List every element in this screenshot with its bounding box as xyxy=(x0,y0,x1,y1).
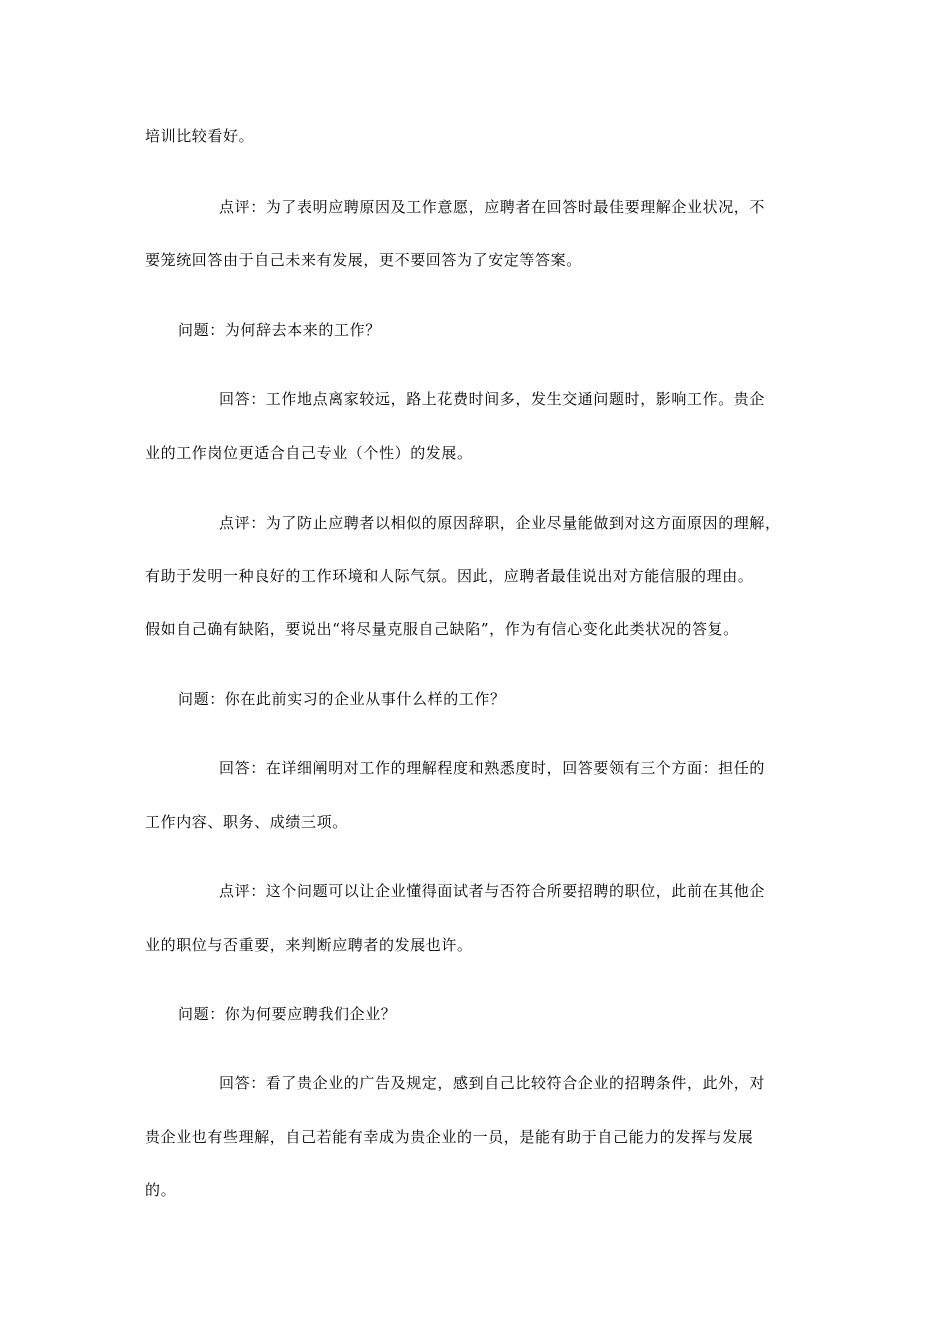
text-line: 有助于发明一种良好的工作环境和人际气氛。因此，应聘者最佳说出对方能信服的理由。 xyxy=(145,567,754,585)
answer-paragraph-line: 回答：看了贵企业的广告及规定，感到自己比较符合企业的招聘条件，此外，对 xyxy=(219,1074,766,1092)
text-line: 工作内容、职务、成绩三项。 xyxy=(145,813,348,831)
text-line: 假如自己确有缺陷，要说出“将尽量克服自己缺陷”，作为有信心变化此类状况的答复。 xyxy=(145,620,739,638)
answer-paragraph-line: 回答：工作地点离家较远，路上花费时间多，发生交通问题时，影响工作。贵企 xyxy=(219,390,766,408)
text-line: 要笼统回答由于自己未来有发展，更不要回答为了安定等答案。 xyxy=(145,251,582,269)
question-line: 问题：你为何要应聘我们企业？ xyxy=(178,1005,397,1023)
text-line: 的。 xyxy=(145,1181,177,1199)
answer-paragraph-line: 回答：在详细阐明对工作的理解程度和熟悉度时，回答要领有三个方面：担任的 xyxy=(219,759,766,777)
question-line: 问题：你在此前实习的企业从事什么样的工作？ xyxy=(178,690,506,708)
text-line: 贵企业也有些理解，自己若能有幸成为贵企业的一员，是能有助于自己能力的发挥与发展 xyxy=(145,1128,754,1146)
question-line: 问题：为何辞去本来的工作？ xyxy=(178,321,381,339)
text-line: 业的工作岗位更适合自己专业（个性）的发展。 xyxy=(145,444,473,462)
text-line: 培训比较看好。 xyxy=(145,127,255,145)
text-line: 业的职位与否重要，来判断应聘者的发展也许。 xyxy=(145,936,473,954)
comment-paragraph-line: 点评：为了防止应聘者以相似的原因辞职，企业尽量能做到对这方面原因的理解， xyxy=(219,514,781,532)
comment-paragraph-line: 点评：这个问题可以让企业懂得面试者与否符合所要招聘的职位，此前在其他企 xyxy=(219,882,766,900)
comment-paragraph-line: 点评：为了表明应聘原因及工作意愿，应聘者在回答时最佳要理解企业状况，不 xyxy=(219,198,766,216)
